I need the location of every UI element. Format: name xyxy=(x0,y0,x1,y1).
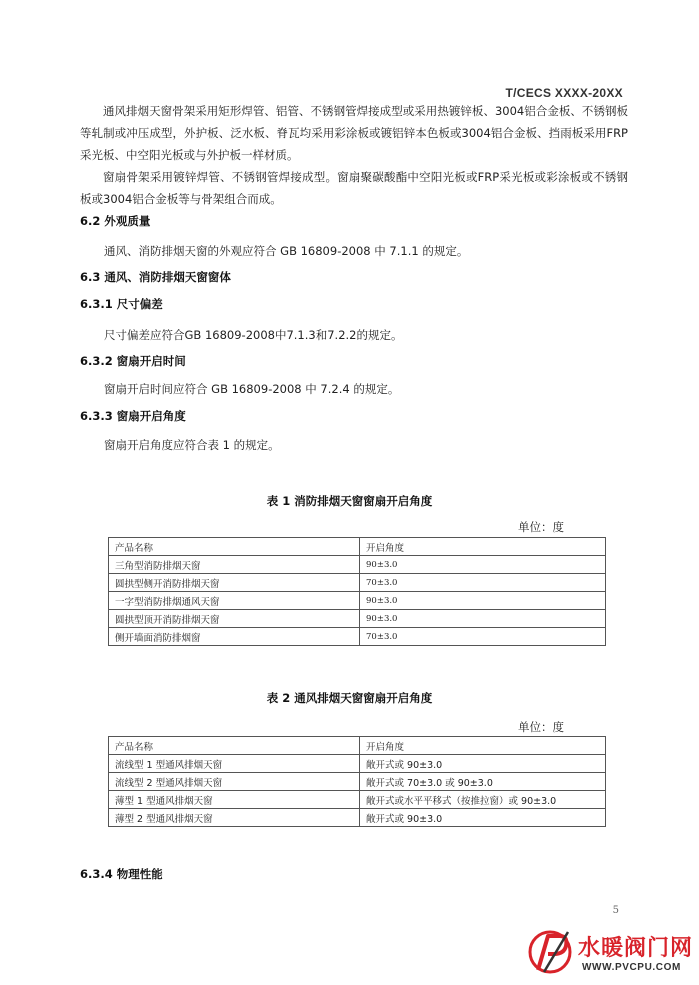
watermark-text: 水暖阀门网 xyxy=(578,936,694,961)
table-cell: 流线型 2 型通风排烟天窗 xyxy=(109,773,360,791)
page-number: 5 xyxy=(612,905,619,916)
document-code: T/CECS XXXX-20XX xyxy=(505,86,623,100)
table-cell: 敞开式或 70±3.0 或 90±3.0 xyxy=(360,773,606,791)
table-cell: 一字型消防排烟通风天窗 xyxy=(109,592,360,610)
table-row xyxy=(109,809,606,827)
table2-title: 表 2 通风排烟天窗窗扇开启角度 xyxy=(266,691,433,705)
heading-6-3-3: 6.3.3 窗扇开启角度 xyxy=(80,409,186,423)
table-cell: 敞开式或 90±3.0 xyxy=(360,809,606,827)
table-row xyxy=(109,610,606,628)
table-cell: 圆拱型侧开消防排烟天窗 xyxy=(109,574,360,592)
table-cell: 侧开墙面消防排烟窗 xyxy=(109,628,360,646)
table-row xyxy=(109,755,606,773)
table-cell: 敞开式或水平平移式（按推拉窗）或 90±3.0 xyxy=(360,791,606,809)
table2-unit: 单位：度 xyxy=(518,720,564,734)
table1 xyxy=(108,537,606,646)
table-cell: 70±3.0 xyxy=(360,574,606,592)
table-row xyxy=(109,556,606,574)
text-6-3-1: 尺寸偏差应符合GB 16809-2008中7.1.3和7.2.2的规定。 xyxy=(104,328,403,342)
heading-6-3: 6.3 通风、消防排烟天窗窗体 xyxy=(80,270,231,284)
heading-6-3-1: 6.3.1 尺寸偏差 xyxy=(80,297,163,311)
paragraph-frame-material: 通风排烟天窗骨架采用矩形焊管、铝管、不锈钢管焊接成型或采用热镀锌板、3004铝合金板、不锈钢板等轧制或冲压成型，外护板、泛水板、脊瓦均采用彩涂板或镀铝锌本色板或3004铝合金板、挡雨板采用FRP采光板、中空阳光板或与外护板一样材质。 xyxy=(80,104,628,162)
watermark-url: WWW.PVCPU.COM xyxy=(582,962,681,973)
table-cell: 圆拱型顶开消防排烟天窗 xyxy=(109,610,360,628)
text-6-2: 通风、消防排烟天窗的外观应符合 GB 16809-2008 中 7.1.1 的规定。 xyxy=(104,244,469,258)
watermark-logo-icon xyxy=(528,926,576,982)
text-6-3-3: 窗扇开启角度应符合表 1 的规定。 xyxy=(104,438,280,452)
table-header-cell: 产品名称 xyxy=(109,538,360,556)
heading-6-3-2: 6.3.2 窗扇开启时间 xyxy=(80,354,186,368)
paragraph-sash-material: 窗扇骨架采用镀锌焊管、不锈钢管焊接成型。窗扇聚碳酸酯中空阳光板或FRP采光板或彩涂板或不锈钢板或3004铝合金板等与骨架组合而成。 xyxy=(80,170,628,206)
text-6-3-2: 窗扇开启时间应符合 GB 16809-2008 中 7.2.4 的规定。 xyxy=(104,382,400,396)
table-row xyxy=(109,791,606,809)
table-cell: 流线型 1 型通风排烟天窗 xyxy=(109,755,360,773)
table-cell: 90±3.0 xyxy=(360,556,606,574)
table-row xyxy=(109,574,606,592)
table-cell: 薄型 2 型通风排烟天窗 xyxy=(109,809,360,827)
table-cell: 90±3.0 xyxy=(360,610,606,628)
table-cell: 90±3.0 xyxy=(360,592,606,610)
table-cell: 70±3.0 xyxy=(360,628,606,646)
table-cell: 薄型 1 型通风排烟天窗 xyxy=(109,791,360,809)
table-row xyxy=(109,773,606,791)
table-header-cell: 产品名称 xyxy=(109,737,360,755)
table-header-cell: 开启角度 xyxy=(360,737,606,755)
table-header-row xyxy=(109,538,606,556)
table2 xyxy=(108,736,606,827)
table-row xyxy=(109,592,606,610)
heading-6-3-4: 6.3.4 物理性能 xyxy=(80,867,163,881)
table-row xyxy=(109,628,606,646)
table-cell: 敞开式或 90±3.0 xyxy=(360,755,606,773)
heading-6-2: 6.2 外观质量 xyxy=(80,214,151,228)
table-cell: 三角型消防排烟天窗 xyxy=(109,556,360,574)
table1-unit: 单位：度 xyxy=(518,520,564,534)
table-header-row xyxy=(109,737,606,755)
table1-title: 表 1 消防排烟天窗窗扇开启角度 xyxy=(266,494,433,508)
table-header-cell: 开启角度 xyxy=(360,538,606,556)
